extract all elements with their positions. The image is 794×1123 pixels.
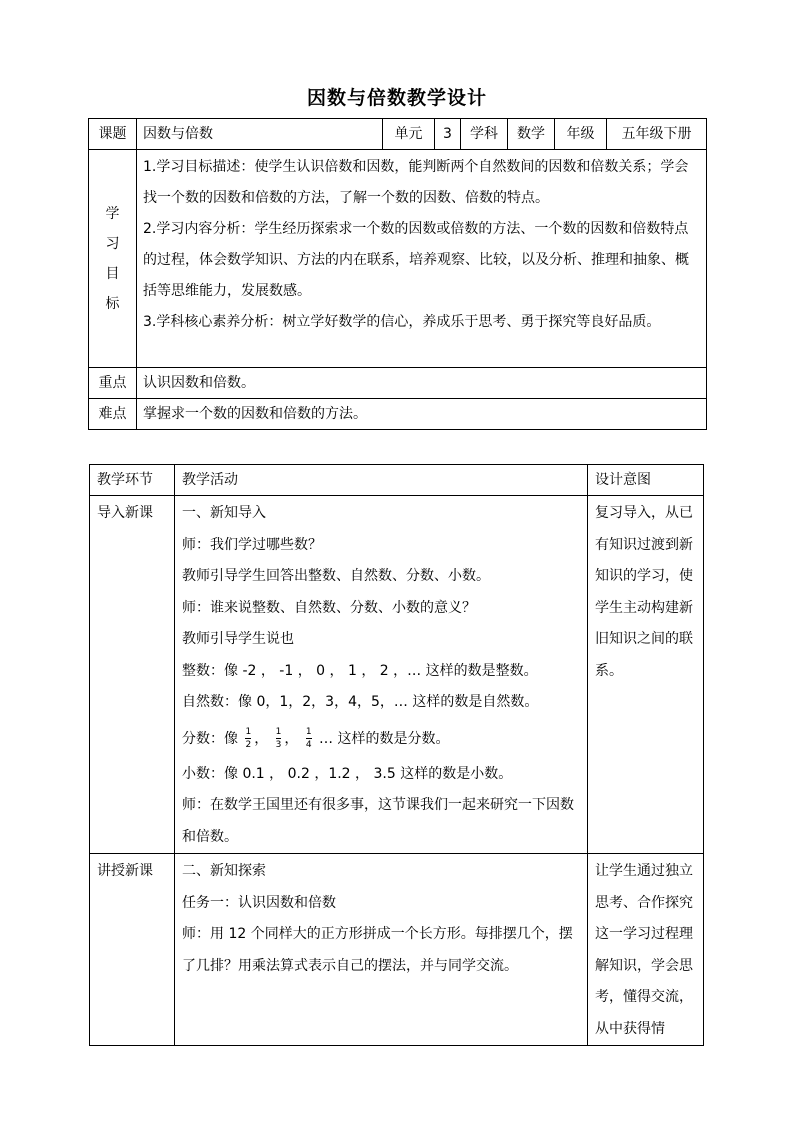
header-activity: 教学活动 <box>175 465 588 496</box>
purpose-explore: 让学生通过独立思考、合作探究这一学习过程理解知识，学会思考，懂得交流，从中获得情 <box>588 854 704 1046</box>
course-info-table <box>88 118 707 430</box>
activity-line: 教师引导学生说也 <box>182 631 294 647</box>
stage-intro: 导入新课 <box>90 496 175 854</box>
activity-line: 二、新知探索 <box>182 863 266 879</box>
fraction-one-half: $\frac{1}{2}$ <box>245 727 252 750</box>
activity-line: 任务一：认识因数和倍数 <box>182 894 336 911</box>
activity-line: 教师引导学生回答出整数、自然数、分数、小数。 <box>182 568 490 584</box>
subject-label: 学科 <box>461 119 508 150</box>
header-purpose: 设计意图 <box>588 465 704 496</box>
activity-explore <box>175 854 588 1046</box>
subject-value: 数学 <box>508 119 555 150</box>
purpose-intro: 复习导入，从已有知识过渡到新知识的学习，使学生主动构建新旧知识之间的联系。 <box>588 496 704 854</box>
unit-value: 3 <box>435 119 461 150</box>
header-stage: 教学环节 <box>90 465 175 496</box>
goal-item: 2.学习内容分析：学生经历探索求一个数的因数或倍数的方法、一个数的因数和倍数特点的过程，体会数学知识、方法的内在联系，培养观察、比较，以及分析、推理和抽象、概括等思维能力，发展数感。 <box>143 221 689 299</box>
activity-line: 自然数：像 0，1，2，3，4，5，… 这样的数是自然数。 <box>182 694 539 710</box>
goal-item: 1.学习目标描述：使学生认识倍数和因数，能判断两个自然数间的因数和倍数关系；学会找一个数的因数和倍数的方法，了解一个数的因数、倍数的特点。 <box>143 159 689 206</box>
topic-value: 因数与倍数 <box>137 119 383 150</box>
activity-line: 师：在数学王国里还有很多事，这节课我们一起来研究一下因数和倍数。 <box>182 797 574 845</box>
difficulty-label: 难点 <box>89 399 137 430</box>
activity-intro <box>175 496 588 854</box>
difficulty-value: 掌握求一个数的因数和倍数的方法。 <box>137 399 707 430</box>
fraction-suffix: … 这样的数是分数。 <box>319 730 450 747</box>
activity-line: 师：用 12 个同样大的正方形拼成一个长方形。每排摆几个，摆了几排？用乘法算式表示自己的摆法，并与同学交流。 <box>182 926 573 974</box>
goals-label: 学习目标 <box>89 150 137 368</box>
fraction-one-quarter: $\frac{1}{4}$ <box>305 727 312 750</box>
activity-line: 师：谁来说整数、自然数、分数、小数的意义？ <box>182 599 476 616</box>
activity-line: 一、新知导入 <box>182 505 266 521</box>
topic-label: 课题 <box>89 119 137 150</box>
fraction-line: 分数：像 $\frac{1}{2}$ ， $\frac{1}{3}$ ， $\frac{1}{4}$ … 这样的数是分数。 <box>182 727 450 750</box>
fraction-one-third: $\frac{1}{3}$ <box>275 727 282 750</box>
goal-item: 3.学科核心素养分析：树立学好数学的信心，养成乐于思考、勇于探究等良好品质。 <box>143 314 661 330</box>
grade-value: 五年级下册 <box>607 119 707 150</box>
key-point-label: 重点 <box>89 368 137 399</box>
lesson-plan-table <box>89 464 704 1046</box>
activity-line: 师：我们学过哪些数？ <box>182 536 322 553</box>
unit-label: 单元 <box>383 119 435 150</box>
stage-explore: 讲授新课 <box>90 854 175 1046</box>
grade-label: 年级 <box>555 119 607 150</box>
document-title: 因数与倍数教学设计 <box>306 87 487 109</box>
fraction-prefix: 分数：像 <box>182 730 238 747</box>
key-point-value: 认识因数和倍数。 <box>137 368 707 399</box>
activity-line: 小数：像 0.1 ， 0.2 ，1.2 ， 3.5 这样的数是小数。 <box>182 765 513 782</box>
goals-cell <box>137 150 707 368</box>
activity-line: 整数：像 -2 ， -1 ， 0 ， 1 ， 2 ，… 这样的数是整数。 <box>182 662 538 679</box>
